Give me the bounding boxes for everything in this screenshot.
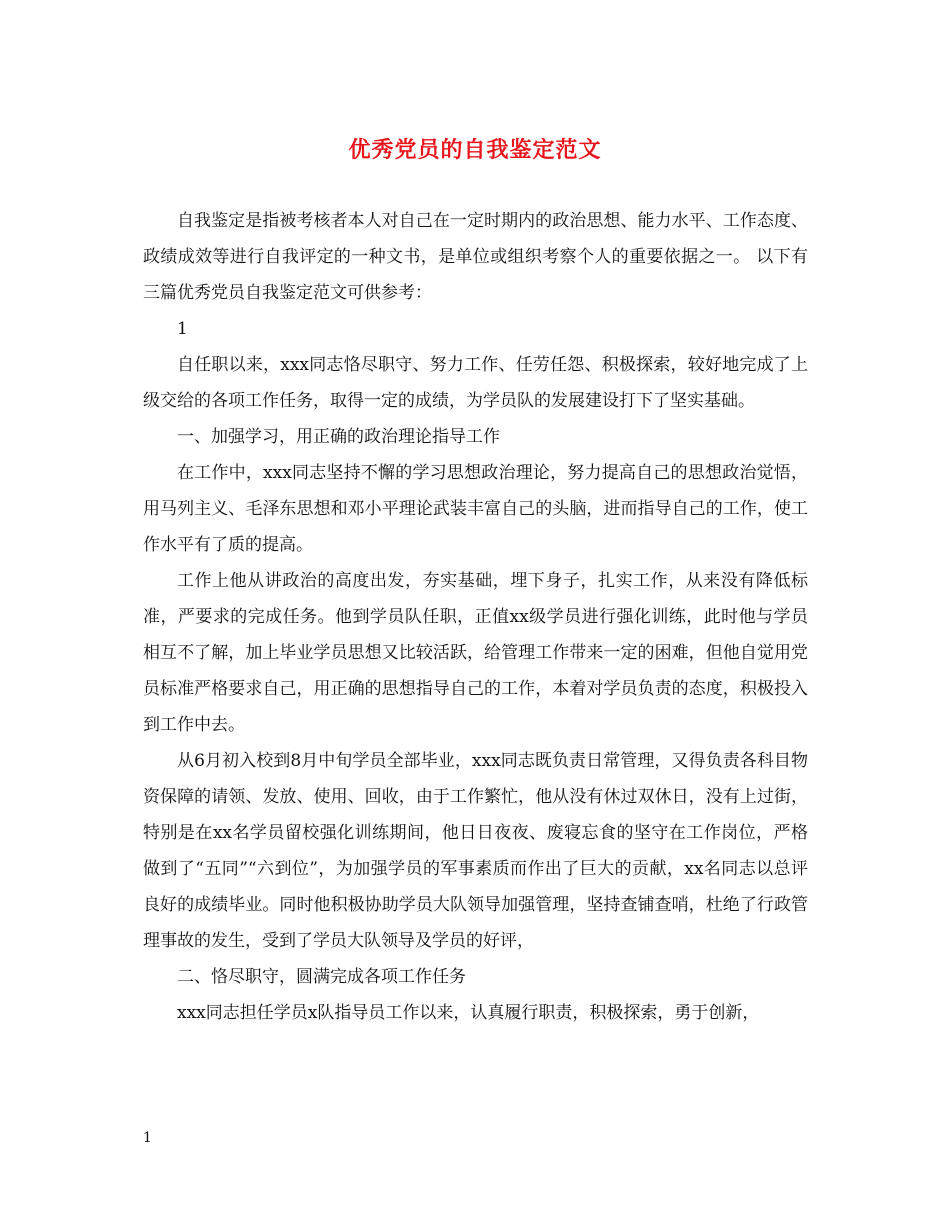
paragraph-section-number: 1 — [177, 319, 188, 339]
paragraph-duties: xxx同志担任学员x队指导员工作以来，认真履行职责，积极探索，勇于创新， — [177, 1003, 760, 1023]
page-number: 1 — [143, 1130, 152, 1146]
paragraph-work-attitude: 工作上他从讲政治的高度出发，夯实基础，埋下身子，扎实工作，从来没有降低标准，严要求的完成任务。他到学员队任职，正值xx级学员进行强化训练，此时他与学员相互不了解，加上毕业学员思想又比较活跃，给管理工作带来一定的困难，但他自觉用党员标准严格要求自己，用正确的思想指导自己的工作，本着对学员负责的态度，积极投入到工作中去。 — [143, 571, 808, 735]
heading-study: 一、加强学习，用正确的政治理论指导工作 — [177, 427, 500, 447]
paragraph-study: 在工作中，xxx同志坚持不懈的学习思想政治理论，努力提高自己的思想政治觉悟，用马列主义、毛泽东思想和邓小平理论武装丰富自己的头脑，进而指导自己的工作，使工作水平有了质的提高。 — [143, 463, 808, 555]
paragraph-intro: 自我鉴定是指被考核者本人对自己在一定时期内的政治思想、能力水平、工作态度、政绩成效等进行自我评定的一种文书，是单位或组织考察个人的重要依据之一。 以下有三篇优秀党员自我鉴定范文可供参考： — [143, 211, 808, 303]
paragraph-opening: 自任职以来，xxx同志恪尽职守、努力工作、任劳任怨、积极探索，较好地完成了上级交给的各项工作任务，取得一定的成绩，为学员队的发展建设打下了坚实基础。 — [143, 355, 808, 411]
document-title: 优秀党员的自我鉴定范文 — [348, 137, 602, 163]
paragraph-training-period: 从6月初入校到8月中旬学员全部毕业，xxx同志既负责日常管理，又得负责各科目物资保障的请领、发放、使用、回收，由于工作繁忙，他从没有休过双休日，没有上过街，特别是在xx名学员留校强化训练期间，他日日夜夜、废寝忘食的坚守在工作岗位，严格做到了“五同”“六到位”，为加强学员的军事素质而作出了巨大的贡献，xx名同志以总评良好的成绩毕业。同时他积极协助学员大队领导加强管理，坚持查铺查哨，杜绝了行政管理事故的发生，受到了学员大队领导及学员的好评， — [143, 751, 808, 951]
document-body — [143, 203, 808, 1031]
heading-duties: 二、恪尽职守，圆满完成各项工作任务 — [177, 967, 466, 987]
